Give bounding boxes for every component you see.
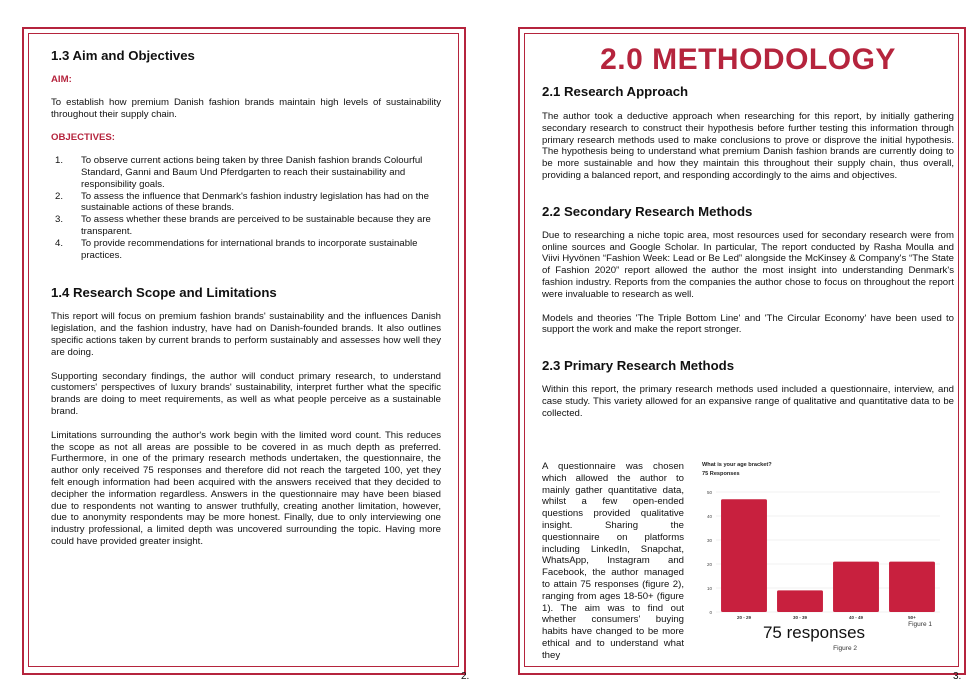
secondary-paragraph-2: Models and theories 'The Triple Bottom Line' and 'The Circular Economy' have been used to support the work and make the report stronger.	[542, 312, 954, 336]
section-2-2-heading: 2.2 Secondary Research Methods	[542, 203, 753, 219]
chapter-title: 2.0 METHODOLOGY	[600, 43, 896, 76]
objectives-list	[51, 155, 441, 261]
page-number: 2.	[461, 671, 470, 682]
y-tick-label: 0	[709, 609, 712, 615]
x-tick-label: 40 - 49	[848, 615, 864, 620]
scope-paragraph-3: Limitations surrounding the author's work begin with the limited word count. This reduces the scope as not all areas are possible to be covered in as much depth as preferred. Furthermore, in one of the primary research methods undertaken, the questionnaire, the author only received 75 responses and therefore did not reach the targeted 100, yet they felt enough information had been acquired with the answers received that they decided to decipher the information regardless. Answers in the questionnaire may have been biased due to respondents not wanting to answer truthfully, creating another limitation, however, due to anonymity respondents may be more honest. Finally, due to only interviewing one industry professional, a limited depth was uncovered surrounding the topic. Having more could have provided greater insight.	[51, 429, 441, 547]
y-tick-label: 10	[706, 585, 712, 591]
x-tick-label: 50+	[908, 615, 916, 620]
objective-item: 1. To observe current actions being taken by three Danish fashion brands Colourful Standard, Ganni and Baum Und Pferdgarten to reach their sustainability and responsibility goals.	[55, 155, 423, 190]
questionnaire-paragraph: A questionnaire was chosen which allowed the author to mainly gather quantitative data, whilst a few open-ended questions provided qualitative insight. Sharing the questionnaire on platforms including LinkedIn, Snapchat, WhatsApp, Instagram and Facebook, the author managed to attain 75 responses (figure 2), ranging from ages 18-50+ (figure 1). The aim was to find out whether consumers' buying habits have changed to be more ethical and to understand what they	[542, 461, 684, 661]
y-tick-label: 40	[706, 513, 712, 519]
page-number: 3.	[953, 671, 962, 682]
approach-paragraph: The author took a deductive approach when researching for this report, by initially gathering secondary research to construct their hypothesis before further testing this information through primary research methods used to make conclusions to prove or disprove the initial hypothesis. The hypothesis being to understand what premium Danish fashion brands are currently doing to be more sustainable and how they maintain this throughout their supply chain, thus overall, providing a balanced report, and responding accordingly to the aims and objectives.	[542, 111, 954, 181]
scope-paragraph-2: Supporting secondary findings, the author will conduct primary research, to understand customers' perspectives of luxury brands' sustainability, interpret further what the specific brands are doing to meet requirements, as well as what people perceive as a sustainable brand.	[51, 370, 441, 417]
objective-item: 2. To assess the influence that Denmark's fashion industry legislation has had on the sustainable actions of these brands.	[55, 190, 429, 214]
x-tick-label: 30 - 39	[792, 615, 808, 620]
age-bracket-chart	[702, 456, 942, 656]
objectives-label: OBJECTIVES:	[51, 132, 115, 144]
figure-1-caption: Figure 1	[908, 621, 932, 628]
figure-2-big-text: 75 responses	[762, 623, 866, 642]
aim-label: AIM:	[51, 74, 72, 85]
bar	[777, 590, 823, 612]
y-tick-label: 30	[706, 537, 712, 543]
y-tick-label: 50	[706, 489, 712, 495]
section-1-4-heading: 1.4 Research Scope and Limitations	[51, 285, 277, 301]
bar	[721, 499, 767, 612]
chart-subtitle: 75 Responses	[702, 471, 740, 477]
chart-svg	[702, 456, 942, 656]
bar	[833, 562, 879, 612]
objective-item: 3. To assess whether these brands are perceived to be sustainable because they are transparent.	[55, 214, 431, 237]
section-2-3-heading: 2.3 Primary Research Methods	[542, 358, 735, 374]
right-page-content	[542, 42, 954, 420]
y-tick-label: 20	[706, 561, 712, 567]
aim-text: To establish how premium Danish fashion brands maintain high levels of sustainability throughout their supply chain.	[51, 96, 441, 120]
secondary-paragraph-1: Due to researching a niche topic area, most resources used for secondary research were from online sources and Google Scholar. In particular, The report conducted by Rasha Moulla and Viivi Hyvönen “Fashion Week: Lead or Be Led” alongside the McKinsey & Company's “The State of Fashion 2020” report allowed the author the most insight into understanding Denmark's fashion industry. Reports from the companies the author chose to focus on throughout the report were invaluable to research as well.	[542, 229, 954, 300]
objective-item: 4. To provide recommendations for international brands to incorporate sustainable practices.	[55, 237, 418, 261]
x-tick-label: 20 - 29	[736, 615, 752, 620]
section-2-1-heading: 2.1 Research Approach	[542, 84, 689, 99]
bar	[889, 562, 935, 612]
figure-2-caption: Figure 2	[833, 645, 857, 652]
primary-paragraph-1: Within this report, the primary research methods used included a questionnaire, interview, and case study. This variety allowed for an expansive range of qualitative and quantitative data to be collected.	[542, 384, 954, 419]
section-1-3-heading: 1.3 Aim and Objectives	[51, 48, 195, 63]
left-page-content	[51, 48, 441, 548]
chart-title: What is your age bracket?	[702, 462, 772, 468]
scope-paragraph-1: This report will focus on premium fashion brands' sustainability and the influences Danish legislation, and the fashion industry, have had on Danish-founded brands. It also outlines specific actions taken by current brands to perform sustainably and assesses how well they are doing.	[51, 311, 441, 358]
